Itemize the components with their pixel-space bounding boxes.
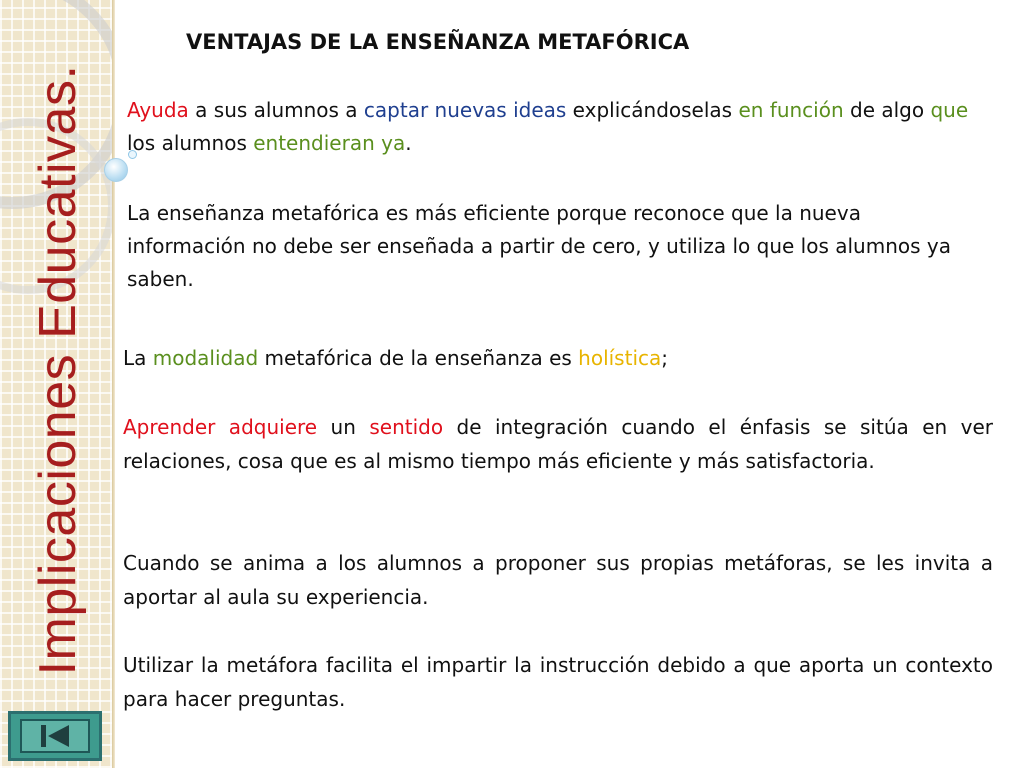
highlight-captar: captar nuevas ideas <box>363 98 567 122</box>
highlight-ayuda: Ayuda <box>127 98 189 122</box>
text-span: un <box>317 415 370 439</box>
highlight-aprender: Aprender adquiere <box>123 415 318 439</box>
paragraph-modalidad <box>123 342 993 375</box>
text-span: metafórica de la enseñanza es <box>258 346 579 370</box>
text-span: ; <box>661 346 669 370</box>
highlight-modalidad: modalidad <box>152 346 259 370</box>
vertical-section-title: Implicaciones Educativas. <box>29 64 87 676</box>
text-span: de integración cuando el énfasis se sitúa en ver relaciones, cosa que es al mismo tiempo más eficiente y más satisfactoria. <box>123 415 993 473</box>
paragraph-eficiente: La enseñanza metafórica es más eficiente porque reconoce que la nueva información no debe ser enseñada a partir de cero, y utiliza lo que los alumnos ya saben. <box>127 201 951 291</box>
highlight-que: que <box>930 98 969 122</box>
slide-heading: VENTAJAS DE LA ENSEÑANZA METAFÓRICA <box>186 30 690 54</box>
paragraph-aprender <box>123 410 993 478</box>
paragraph-anima: Cuando se anima a los alumnos a proponer sus propias metáforas, se les invita a aportar al aula su experiencia. <box>123 551 993 609</box>
text-span: La <box>123 346 153 370</box>
first-slide-button[interactable] <box>8 711 102 761</box>
text-span: . <box>405 131 412 155</box>
highlight-en-funcion: en función <box>738 98 844 122</box>
text-span: los alumnos <box>127 131 254 155</box>
paragraph-ayuda <box>127 94 972 160</box>
highlight-sentido: sentido <box>369 415 444 439</box>
highlight-entendieran: entendieran ya <box>253 131 406 155</box>
sidebar <box>0 0 114 768</box>
text-span: a sus alumnos a <box>188 98 364 122</box>
first-slide-icon <box>20 719 90 753</box>
text-span: explicándoselas <box>566 98 739 122</box>
text-span: de algo <box>843 98 931 122</box>
decorative-dot <box>104 158 128 182</box>
paragraph-utilizar: Utilizar la metáfora facilita el impartir la instrucción debido a que aporta un contexto para hacer preguntas. <box>123 653 993 711</box>
sidebar-edge <box>112 0 115 768</box>
highlight-holistica: holística <box>578 346 662 370</box>
